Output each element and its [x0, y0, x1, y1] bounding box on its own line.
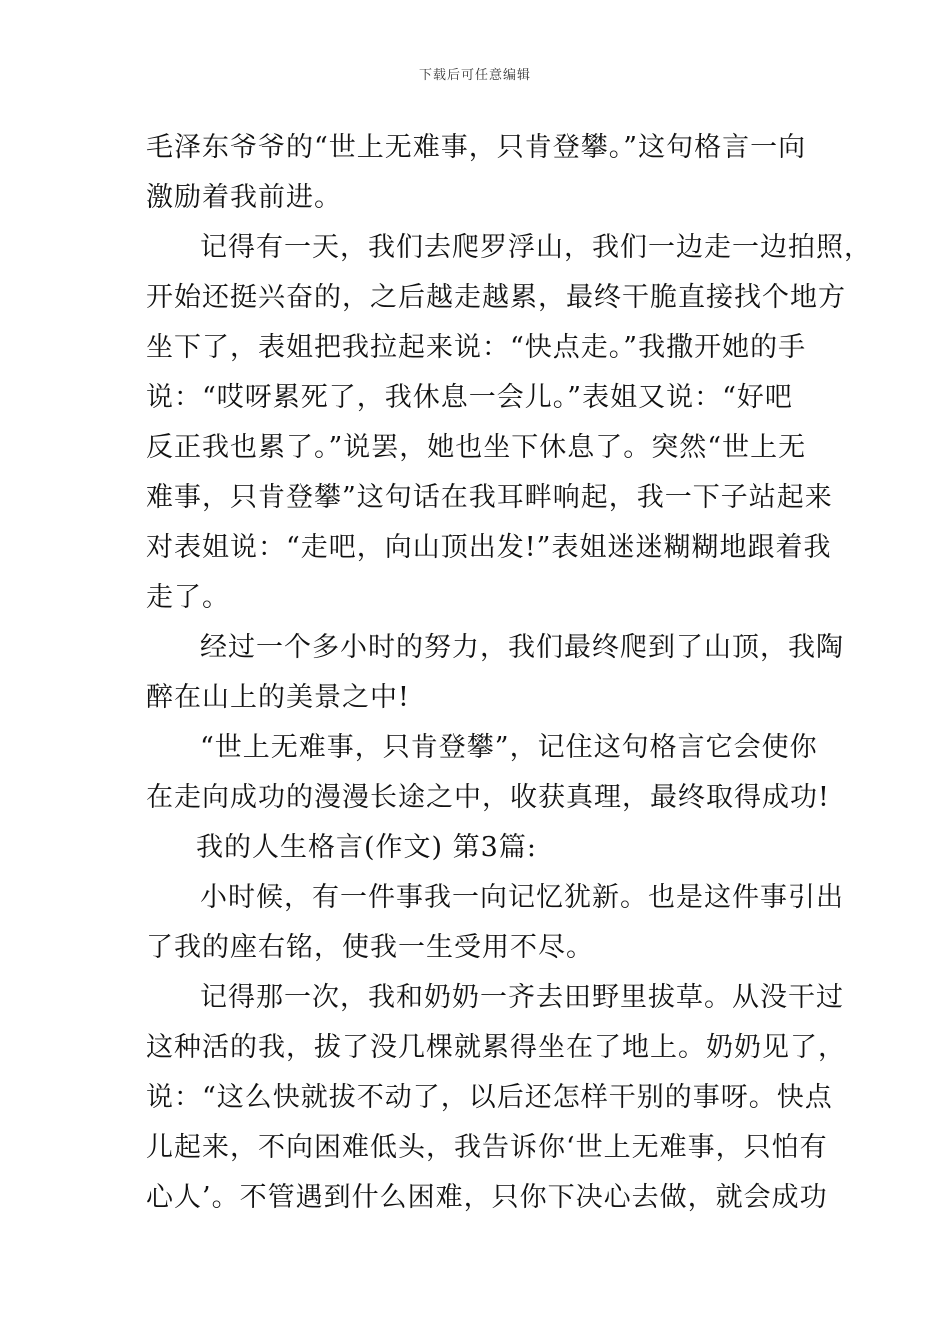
paragraph-line: 开始还挺兴奋的，之后越走越累，最终干脆直接找个地方	[146, 282, 846, 313]
page-header: 下载后可任意编辑	[418, 68, 531, 83]
section-heading: 我的人生格言(作文) 第3篇:	[196, 832, 537, 863]
paragraph-line: “世上无难事，只肯登攀”，记住这句格言它会使你	[200, 732, 818, 763]
paragraph-line: 反正我也累了。”说罢，她也坐下休息了。突然“世上无	[146, 432, 807, 463]
paragraph-line: 走了。	[146, 582, 230, 613]
paragraph-line: 记得那一次，我和奶奶一齐去田野里拔草。从没干过	[200, 982, 844, 1013]
paragraph-line: 记得有一天，我们去爬罗浮山，我们一边走一边拍照，	[200, 232, 872, 263]
paragraph-line: 小时候，有一件事我一向记忆犹新。也是这件事引出	[200, 882, 844, 913]
paragraph-line: 毛泽东爷爷的“世上无难事，只肯登攀。”这句格言一向	[146, 132, 807, 163]
paragraph-line: 醉在山上的美景之中!	[146, 682, 410, 713]
paragraph-line: 了我的座右铭，使我一生受用不尽。	[146, 932, 594, 963]
paragraph-line: 在走向成功的漫漫长途之中，收获真理，最终取得成功!	[146, 782, 830, 813]
paragraph-line: 心人’。不管遇到什么困难，只你下决心去做，就会成功	[146, 1182, 828, 1213]
paragraph-line: 说：“哎呀累死了，我休息一会儿。”表姐又说：“好吧	[146, 382, 793, 413]
paragraph-line: 儿起来，不向困难低头，我告诉你‘世上无难事，只怕有	[146, 1132, 828, 1163]
paragraph-line: 说：“这么快就拔不动了，以后还怎样干别的事呀。快点	[146, 1082, 833, 1113]
paragraph-line: 激励着我前进。	[146, 182, 342, 213]
paragraph-line: 这种活的我，拔了没几棵就累得坐在了地上。奶奶见了，	[146, 1032, 846, 1063]
paragraph-line: 经过一个多小时的努力，我们最终爬到了山顶，我陶	[200, 632, 844, 663]
paragraph-line: 坐下了，表姐把我拉起来说：“快点走。”我撒开她的手	[146, 332, 807, 363]
paragraph-line: 对表姐说：“走吧，向山顶出发!”表姐迷迷糊糊地跟着我	[146, 532, 832, 563]
paragraph-line: 难事，只肯登攀”这句话在我耳畔响起，我一下子站起来	[146, 482, 833, 513]
